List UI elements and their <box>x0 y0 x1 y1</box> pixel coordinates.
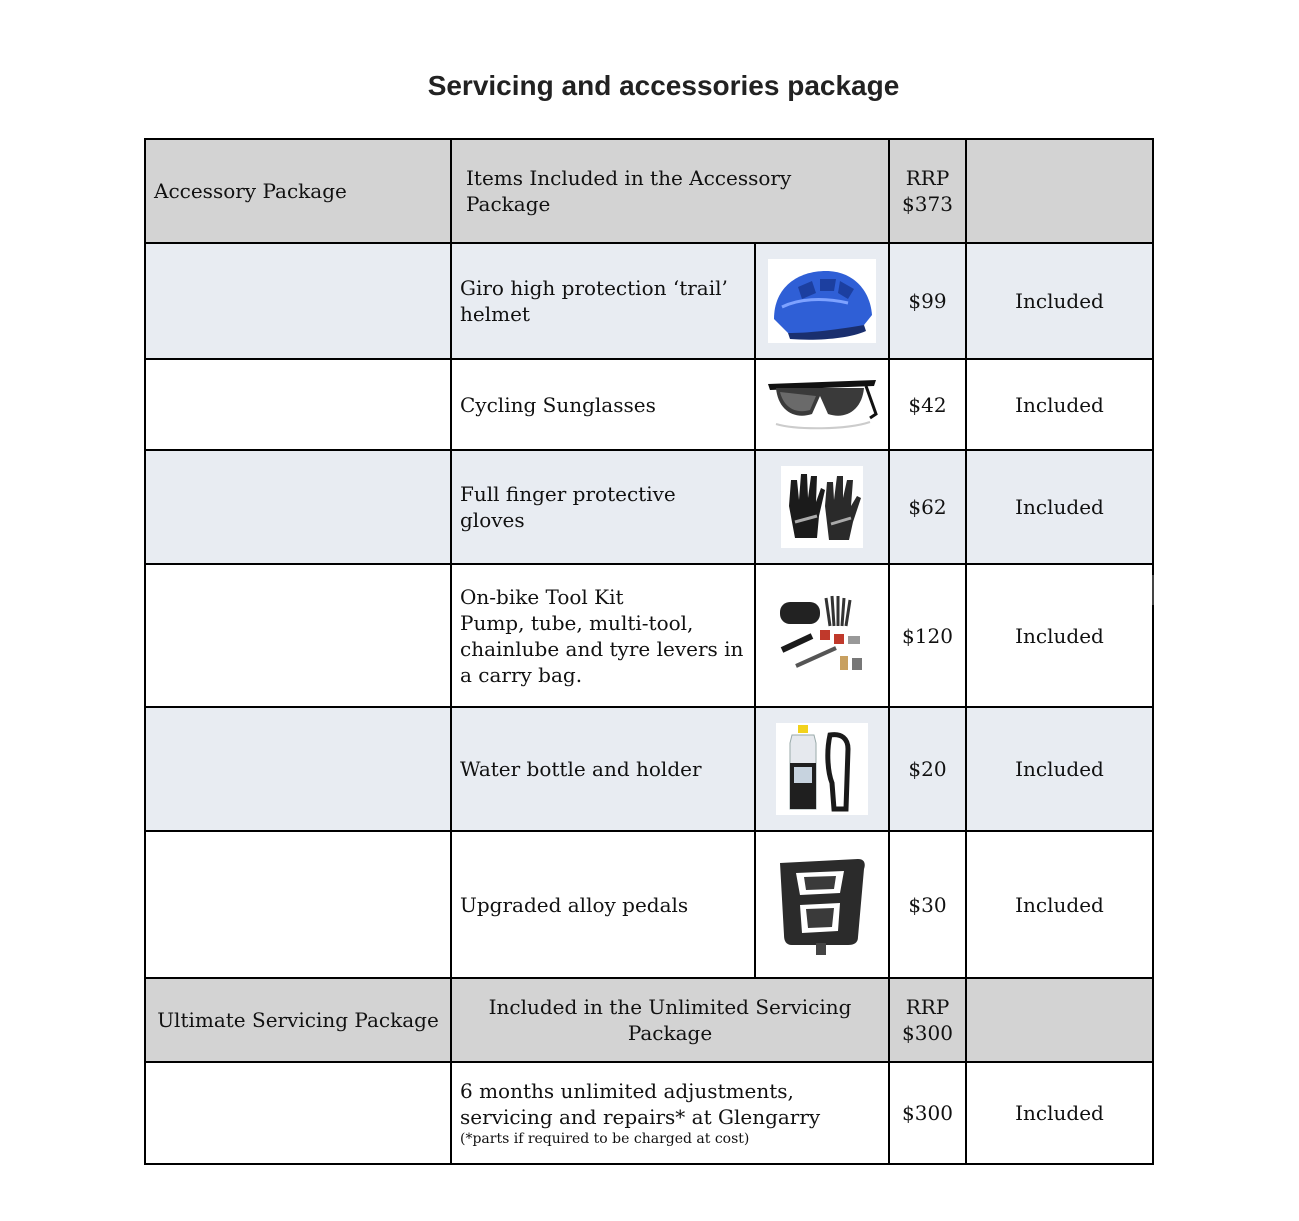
table-row <box>145 450 1153 564</box>
item-price: $300 <box>889 1062 966 1164</box>
item-status: Included <box>966 243 1153 359</box>
item-name: Upgraded alloy pedals <box>451 831 755 978</box>
servicing-package-label: Ultimate Servicing Package <box>145 978 451 1062</box>
servicing-header-row <box>145 978 1153 1062</box>
package-table <box>144 138 1154 1165</box>
header-empty-cell <box>966 978 1153 1062</box>
item-description: Pump, tube, multi-tool, chainlube and tyre levers in a carry bag. <box>460 610 744 687</box>
pedals-image <box>774 853 870 957</box>
item-name: On-bike Tool Kit <box>460 584 624 609</box>
empty-cell <box>145 243 451 359</box>
helmet-image <box>768 259 876 343</box>
header-empty-cell <box>966 139 1153 243</box>
item-image-cell <box>755 831 889 978</box>
item-name: Giro high protection ‘trail’ helmet <box>451 243 755 359</box>
item-name: Full finger protective gloves <box>451 450 755 564</box>
servicing-note: (*parts if required to be charged at cost) <box>460 1131 750 1147</box>
item-price: $99 <box>889 243 966 359</box>
empty-cell <box>145 359 451 450</box>
table-row <box>145 359 1153 450</box>
item-image-cell <box>755 243 889 359</box>
accessory-header-row <box>145 139 1153 243</box>
accessory-items-heading: Items Included in the Accessory Package <box>451 139 889 243</box>
empty-cell <box>145 564 451 707</box>
item-price: $30 <box>889 831 966 978</box>
table-row <box>145 564 1153 707</box>
item-price: $62 <box>889 450 966 564</box>
table-row <box>145 243 1153 359</box>
servicing-items-heading: Included in the Unlimited Servicing Package <box>451 978 889 1062</box>
servicing-item-cell <box>451 1062 889 1164</box>
item-price: $42 <box>889 359 966 450</box>
item-status: Included <box>966 707 1153 831</box>
item-name: Water bottle and holder <box>451 707 755 831</box>
accessory-package-label: Accessory Package <box>145 139 451 243</box>
page-title: Servicing and accessories package <box>427 70 900 101</box>
item-status: Included <box>966 359 1153 450</box>
servicing-item-name: 6 months unlimited adjustments, servicing and repairs* at Glengarry <box>460 1079 821 1129</box>
empty-cell <box>145 1062 451 1164</box>
empty-cell <box>145 707 451 831</box>
rrp-label: RRP <box>905 995 950 1019</box>
water-bottle-image <box>776 723 868 815</box>
item-price: $120 <box>889 564 966 707</box>
servicing-rrp <box>889 978 966 1062</box>
item-status: Included <box>966 450 1153 564</box>
tool-kit-image <box>776 590 868 682</box>
rrp-value: $373 <box>902 192 953 216</box>
sunglasses-image <box>766 374 878 436</box>
item-status: Included <box>966 564 1153 707</box>
item-text-cell <box>451 564 755 707</box>
item-image-cell <box>755 359 889 450</box>
item-image-cell <box>755 450 889 564</box>
table-row <box>145 1062 1153 1164</box>
rrp-value: $300 <box>902 1021 953 1045</box>
item-price: $20 <box>889 707 966 831</box>
text-cursor <box>1152 575 1154 605</box>
accessory-rrp <box>889 139 966 243</box>
empty-cell <box>145 831 451 978</box>
item-name: Cycling Sunglasses <box>451 359 755 450</box>
table-row <box>145 707 1153 831</box>
table-row <box>145 831 1153 978</box>
gloves-image <box>781 466 863 548</box>
item-image-cell <box>755 707 889 831</box>
item-image-cell <box>755 564 889 707</box>
empty-cell <box>145 450 451 564</box>
rrp-label: RRP <box>905 166 950 190</box>
item-status: Included <box>966 831 1153 978</box>
item-status: Included <box>966 1062 1153 1164</box>
